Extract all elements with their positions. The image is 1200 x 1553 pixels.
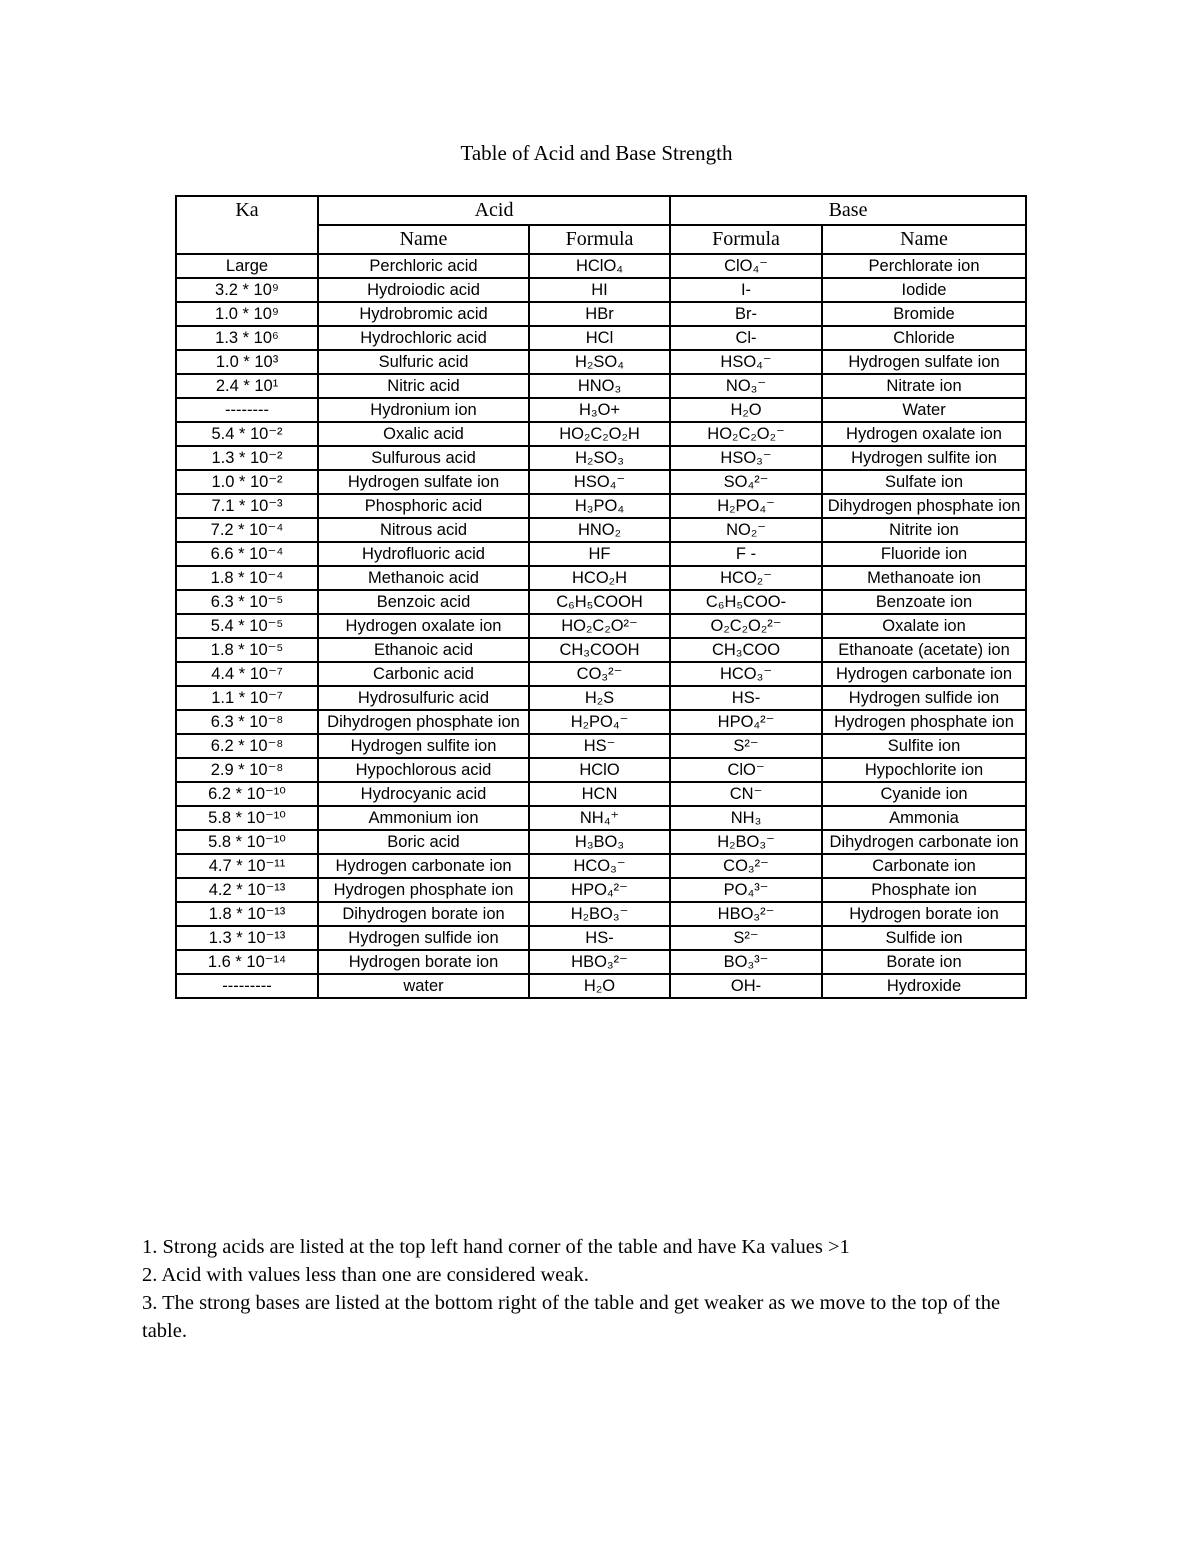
acid-name-cell: water — [318, 974, 529, 998]
base-name-cell: Hydrogen borate ion — [822, 902, 1026, 926]
acid-formula-cell: H₂PO₄⁻ — [529, 710, 670, 734]
ka-cell: 6.3 * 10⁻⁵ — [176, 590, 318, 614]
base-formula-cell: I- — [670, 278, 822, 302]
base-name-cell: Nitrite ion — [822, 518, 1026, 542]
ka-cell: --------- — [176, 974, 318, 998]
acid-formula-cell: HS- — [529, 926, 670, 950]
acid-name-cell: Hydrochloric acid — [318, 326, 529, 350]
base-formula-cell: S²⁻ — [670, 734, 822, 758]
acid-name-cell: Methanoic acid — [318, 566, 529, 590]
base-name-cell: Sulfide ion — [822, 926, 1026, 950]
base-formula-cell: HS- — [670, 686, 822, 710]
table-row — [176, 470, 1026, 494]
base-formula-cell: HO₂C₂O₂⁻ — [670, 422, 822, 446]
acid-name-cell: Nitrous acid — [318, 518, 529, 542]
base-name-cell: Ammonia — [822, 806, 1026, 830]
base-name-cell: Hydrogen carbonate ion — [822, 662, 1026, 686]
table-row — [176, 710, 1026, 734]
base-formula-cell: HCO₃⁻ — [670, 662, 822, 686]
table-row — [176, 734, 1026, 758]
acid-formula-cell: HNO₂ — [529, 518, 670, 542]
header-base: Base — [670, 196, 1026, 225]
base-formula-cell: HCO₂⁻ — [670, 566, 822, 590]
acid-formula-cell: HBO₃²⁻ — [529, 950, 670, 974]
base-formula-cell: NH₃ — [670, 806, 822, 830]
base-name-cell: Hydrogen phosphate ion — [822, 710, 1026, 734]
acid-formula-cell: H₂SO₄ — [529, 350, 670, 374]
table-row — [176, 518, 1026, 542]
base-formula-cell: HSO₄⁻ — [670, 350, 822, 374]
header-acid-name: Name — [318, 225, 529, 254]
table-row — [176, 758, 1026, 782]
base-name-cell: Phosphate ion — [822, 878, 1026, 902]
base-formula-cell: CN⁻ — [670, 782, 822, 806]
acid-name-cell: Hydrogen sulfite ion — [318, 734, 529, 758]
ka-cell: 1.8 * 10⁻⁵ — [176, 638, 318, 662]
base-name-cell: Fluoride ion — [822, 542, 1026, 566]
base-name-cell: Hydrogen sulfate ion — [822, 350, 1026, 374]
acid-name-cell: Hydrobromic acid — [318, 302, 529, 326]
ka-cell: 1.6 * 10⁻¹⁴ — [176, 950, 318, 974]
table-row — [176, 662, 1026, 686]
table-row — [176, 950, 1026, 974]
ka-cell: Large — [176, 254, 318, 278]
table-row — [176, 446, 1026, 470]
acid-name-cell: Oxalic acid — [318, 422, 529, 446]
acid-formula-cell: HCl — [529, 326, 670, 350]
base-formula-cell: CO₃²⁻ — [670, 854, 822, 878]
base-name-cell: Perchlorate ion — [822, 254, 1026, 278]
base-formula-cell: O₂C₂O₂²⁻ — [670, 614, 822, 638]
table-row — [176, 878, 1026, 902]
base-formula-cell: H₂PO₄⁻ — [670, 494, 822, 518]
acid-name-cell: Hydrogen sulfide ion — [318, 926, 529, 950]
base-formula-cell: HPO₄²⁻ — [670, 710, 822, 734]
base-formula-cell: SO₄²⁻ — [670, 470, 822, 494]
table-row — [176, 374, 1026, 398]
acid-name-cell: Dihydrogen phosphate ion — [318, 710, 529, 734]
base-formula-cell: HSO₃⁻ — [670, 446, 822, 470]
base-name-cell: Hydroxide — [822, 974, 1026, 998]
base-name-cell: Bromide — [822, 302, 1026, 326]
base-formula-cell: S²⁻ — [670, 926, 822, 950]
acid-name-cell: Hydrogen oxalate ion — [318, 614, 529, 638]
table-row — [176, 782, 1026, 806]
base-name-cell: Nitrate ion — [822, 374, 1026, 398]
ka-cell: 7.1 * 10⁻³ — [176, 494, 318, 518]
ka-cell: 4.4 * 10⁻⁷ — [176, 662, 318, 686]
base-name-cell: Iodide — [822, 278, 1026, 302]
base-formula-cell: PO₄³⁻ — [670, 878, 822, 902]
acid-name-cell: Sulfuric acid — [318, 350, 529, 374]
base-name-cell: Hydrogen sulfide ion — [822, 686, 1026, 710]
base-name-cell: Sulfate ion — [822, 470, 1026, 494]
acid-formula-cell: HO₂C₂O₂H — [529, 422, 670, 446]
acid-formula-cell: H₂S — [529, 686, 670, 710]
header-acid: Acid — [318, 196, 670, 225]
header-base-name: Name — [822, 225, 1026, 254]
ka-cell: 5.4 * 10⁻⁵ — [176, 614, 318, 638]
base-formula-cell: H₂BO₃⁻ — [670, 830, 822, 854]
base-name-cell: Dihydrogen phosphate ion — [822, 494, 1026, 518]
acid-name-cell: Hypochlorous acid — [318, 758, 529, 782]
acid-formula-cell: CO₃²⁻ — [529, 662, 670, 686]
acid-formula-cell: HBr — [529, 302, 670, 326]
table-row — [176, 974, 1026, 998]
base-name-cell: Dihydrogen carbonate ion — [822, 830, 1026, 854]
acid-name-cell: Boric acid — [318, 830, 529, 854]
base-name-cell: Water — [822, 398, 1026, 422]
table-row — [176, 326, 1026, 350]
base-name-cell: Hypochlorite ion — [822, 758, 1026, 782]
ka-cell: 1.0 * 10⁹ — [176, 302, 318, 326]
acid-formula-cell: HS⁻ — [529, 734, 670, 758]
table-body — [176, 254, 1026, 998]
ka-cell: 1.8 * 10⁻¹³ — [176, 902, 318, 926]
acid-formula-cell: HCN — [529, 782, 670, 806]
base-name-cell: Chloride — [822, 326, 1026, 350]
base-name-cell: Carbonate ion — [822, 854, 1026, 878]
acid-formula-cell: HSO₄⁻ — [529, 470, 670, 494]
acid-formula-cell: HO₂C₂O²⁻ — [529, 614, 670, 638]
ka-cell: 2.9 * 10⁻⁸ — [176, 758, 318, 782]
acid-name-cell: Hydroiodic acid — [318, 278, 529, 302]
table-row — [176, 278, 1026, 302]
base-formula-cell: OH- — [670, 974, 822, 998]
table-row — [176, 302, 1026, 326]
table-row — [176, 902, 1026, 926]
header-acid-formula: Formula — [529, 225, 670, 254]
acid-formula-cell: HF — [529, 542, 670, 566]
acid-name-cell: Sulfurous acid — [318, 446, 529, 470]
ka-cell: 6.6 * 10⁻⁴ — [176, 542, 318, 566]
acid-name-cell: Hydrogen borate ion — [318, 950, 529, 974]
note-item: 1. Strong acids are listed at the top left hand corner of the table and have Ka values >1 — [142, 1236, 850, 1258]
note-item: 3. The strong bases are listed at the bottom right of the table and get weaker as we move to the top of the table. — [142, 1292, 1001, 1342]
ka-cell: -------- — [176, 398, 318, 422]
base-name-cell: Cyanide ion — [822, 782, 1026, 806]
ka-cell: 1.3 * 10⁻¹³ — [176, 926, 318, 950]
base-formula-cell: Cl- — [670, 326, 822, 350]
table-row — [176, 926, 1026, 950]
table-row — [176, 566, 1026, 590]
base-formula-cell: CH₃COO — [670, 638, 822, 662]
ka-cell: 1.1 * 10⁻⁷ — [176, 686, 318, 710]
base-name-cell: Borate ion — [822, 950, 1026, 974]
header-base-formula: Formula — [670, 225, 822, 254]
acid-name-cell: Dihydrogen borate ion — [318, 902, 529, 926]
ka-cell: 1.0 * 10³ — [176, 350, 318, 374]
acid-formula-cell: HCO₃⁻ — [529, 854, 670, 878]
ka-cell: 1.3 * 10⁶ — [176, 326, 318, 350]
ka-cell: 6.3 * 10⁻⁸ — [176, 710, 318, 734]
base-formula-cell: C₆H₅COO- — [670, 590, 822, 614]
base-formula-cell: Br- — [670, 302, 822, 326]
table-row — [176, 398, 1026, 422]
acid-name-cell: Hydrogen phosphate ion — [318, 878, 529, 902]
base-formula-cell: F - — [670, 542, 822, 566]
table-row — [176, 590, 1026, 614]
page-title: Table of Acid and Base Strength — [460, 141, 733, 165]
base-name-cell: Hydrogen sulfite ion — [822, 446, 1026, 470]
acid-name-cell: Hydrogen carbonate ion — [318, 854, 529, 878]
table-row — [176, 638, 1026, 662]
ka-cell: 1.0 * 10⁻² — [176, 470, 318, 494]
acid-formula-cell: H₂SO₃ — [529, 446, 670, 470]
acid-name-cell: Hydrogen sulfate ion — [318, 470, 529, 494]
ka-cell: 1.3 * 10⁻² — [176, 446, 318, 470]
acid-name-cell: Perchloric acid — [318, 254, 529, 278]
base-formula-cell: H₂O — [670, 398, 822, 422]
ka-cell: 4.2 * 10⁻¹³ — [176, 878, 318, 902]
acid-formula-cell: HI — [529, 278, 670, 302]
acid-formula-cell: H₃O+ — [529, 398, 670, 422]
ka-cell: 1.8 * 10⁻⁴ — [176, 566, 318, 590]
acid-formula-cell: HClO₄ — [529, 254, 670, 278]
acid-formula-cell: H₃BO₃ — [529, 830, 670, 854]
base-name-cell: Ethanoate (acetate) ion — [822, 638, 1026, 662]
acid-formula-cell: H₃PO₄ — [529, 494, 670, 518]
acid-base-table — [175, 195, 1027, 999]
base-formula-cell: HBO₃²⁻ — [670, 902, 822, 926]
base-formula-cell: ClO⁻ — [670, 758, 822, 782]
base-name-cell: Sulfite ion — [822, 734, 1026, 758]
acid-name-cell: Hydrocyanic acid — [318, 782, 529, 806]
ka-cell: 5.8 * 10⁻¹⁰ — [176, 830, 318, 854]
acid-formula-cell: CH₃COOH — [529, 638, 670, 662]
base-formula-cell: NO₂⁻ — [670, 518, 822, 542]
acid-formula-cell: HPO₄²⁻ — [529, 878, 670, 902]
table-row — [176, 350, 1026, 374]
base-formula-cell: NO₃⁻ — [670, 374, 822, 398]
ka-cell: 2.4 * 10¹ — [176, 374, 318, 398]
acid-formula-cell: H₂O — [529, 974, 670, 998]
acid-formula-cell: NH₄⁺ — [529, 806, 670, 830]
acid-name-cell: Hydronium ion — [318, 398, 529, 422]
base-name-cell: Oxalate ion — [822, 614, 1026, 638]
ka-cell: 3.2 * 10⁹ — [176, 278, 318, 302]
note-item: 2. Acid with values less than one are considered weak. — [142, 1264, 589, 1286]
acid-formula-cell: C₆H₅COOH — [529, 590, 670, 614]
acid-formula-cell: HClO — [529, 758, 670, 782]
acid-name-cell: Ammonium ion — [318, 806, 529, 830]
ka-cell: 7.2 * 10⁻⁴ — [176, 518, 318, 542]
acid-formula-cell: H₂BO₃⁻ — [529, 902, 670, 926]
table-row — [176, 806, 1026, 830]
table-row — [176, 422, 1026, 446]
base-name-cell: Methanoate ion — [822, 566, 1026, 590]
acid-formula-cell: HNO₃ — [529, 374, 670, 398]
header-row-top — [176, 196, 1026, 225]
acid-name-cell: Phosphoric acid — [318, 494, 529, 518]
acid-name-cell: Benzoic acid — [318, 590, 529, 614]
table-row — [176, 494, 1026, 518]
header-ka: Ka — [176, 196, 318, 254]
acid-name-cell: Hydrosulfuric acid — [318, 686, 529, 710]
ka-cell: 5.4 * 10⁻² — [176, 422, 318, 446]
notes — [142, 1233, 1042, 1345]
table-row — [176, 830, 1026, 854]
ka-cell: 6.2 * 10⁻⁸ — [176, 734, 318, 758]
table-row — [176, 854, 1026, 878]
table-row — [176, 254, 1026, 278]
table-row — [176, 614, 1026, 638]
ka-cell: 5.8 * 10⁻¹⁰ — [176, 806, 318, 830]
base-formula-cell: BO₃³⁻ — [670, 950, 822, 974]
table-row — [176, 542, 1026, 566]
base-formula-cell: ClO₄⁻ — [670, 254, 822, 278]
ka-cell: 6.2 * 10⁻¹⁰ — [176, 782, 318, 806]
acid-name-cell: Hydrofluoric acid — [318, 542, 529, 566]
base-name-cell: Benzoate ion — [822, 590, 1026, 614]
acid-name-cell: Carbonic acid — [318, 662, 529, 686]
acid-formula-cell: HCO₂H — [529, 566, 670, 590]
acid-name-cell: Ethanoic acid — [318, 638, 529, 662]
ka-cell: 4.7 * 10⁻¹¹ — [176, 854, 318, 878]
table-row — [176, 686, 1026, 710]
acid-name-cell: Nitric acid — [318, 374, 529, 398]
base-name-cell: Hydrogen oxalate ion — [822, 422, 1026, 446]
